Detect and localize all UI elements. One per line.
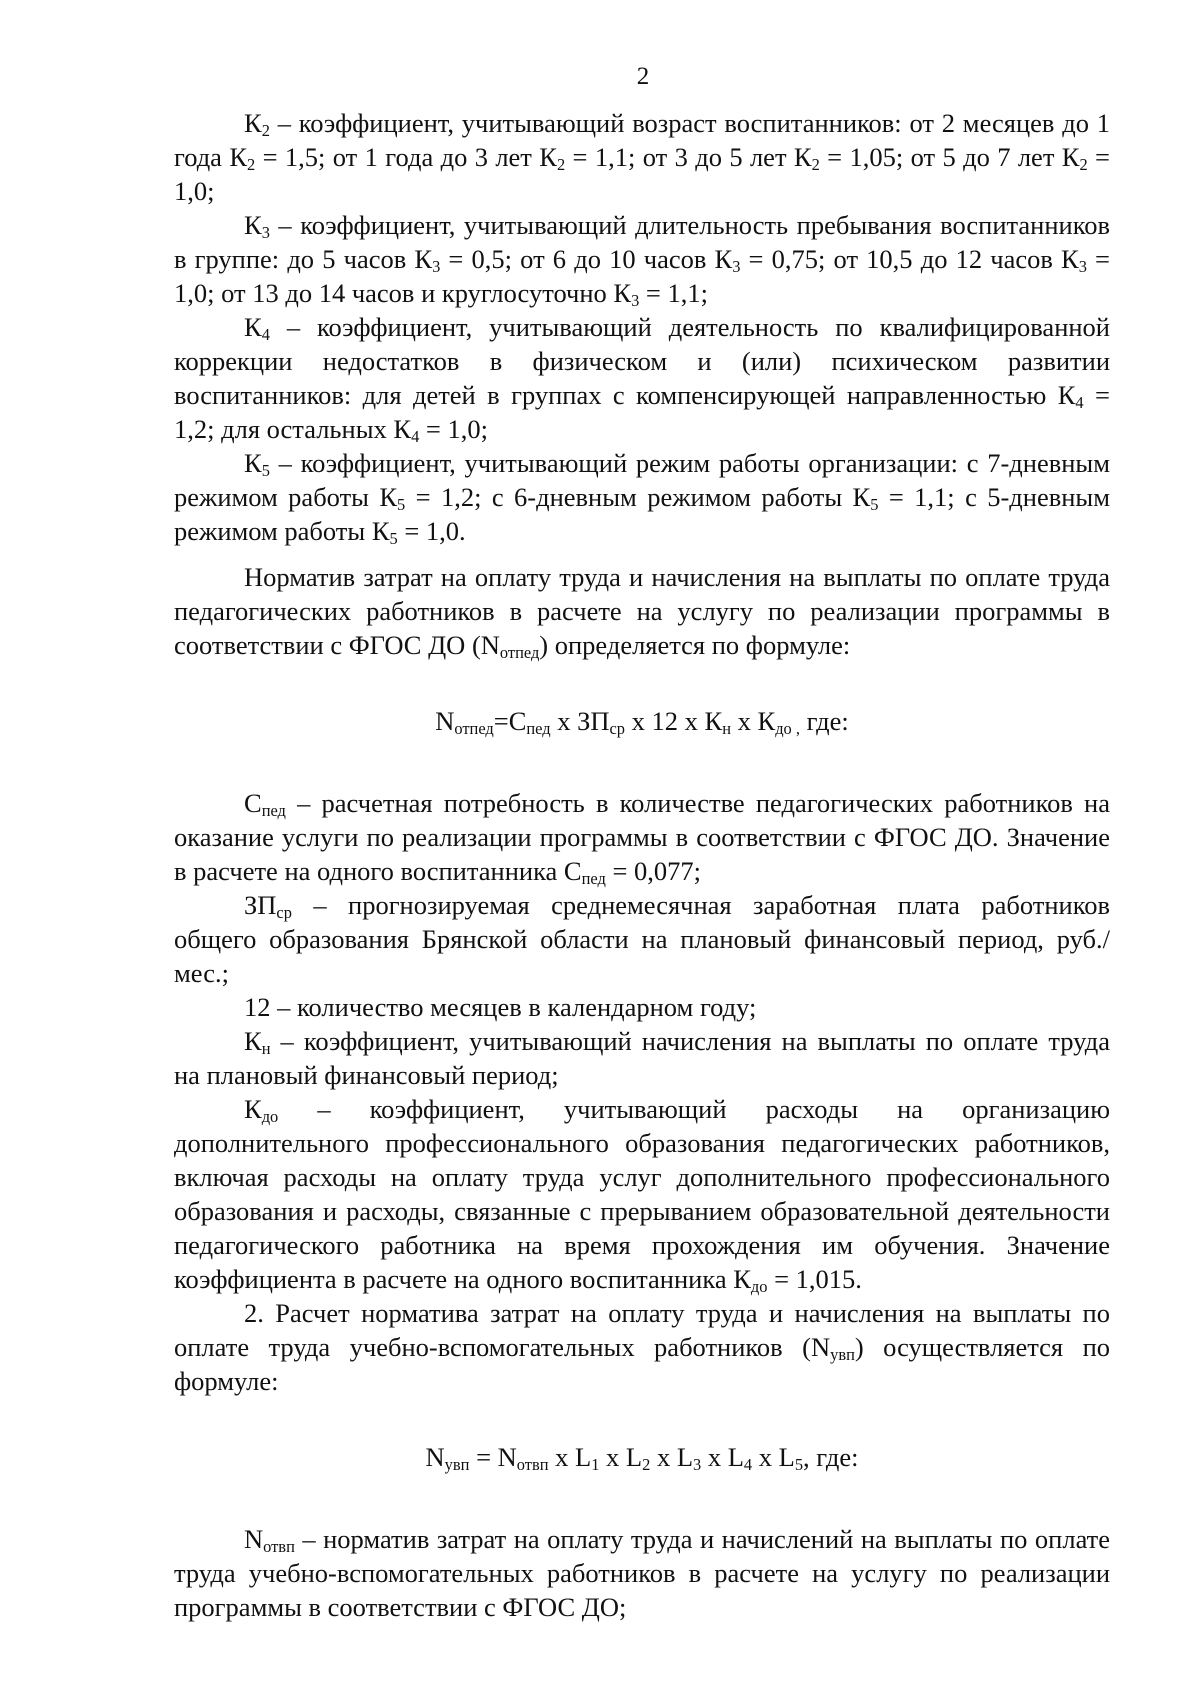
formula-pedagogical-norm: $N_{отпед}=С_{пед}$ х $ЗП_{ср}$ х 12 х $К_н$ х $К_{до ,}$ где: [435,706,849,739]
page-number: 2 [636,63,650,90]
paragraph-months-definition: 12 – количество месяцев в календарном году; [244,992,757,1022]
paragraph-zp-definition: $ЗП_{ср}$ – прогнозируемая среднемесячная заработная плата работников общего образования Брянской области на плановый финансовый период, руб./мес.; [174,890,1110,988]
paragraph-n-otvp-definition: $N_{отвп}$ – норматив затрат на оплату труда и начислений на выплаты по оплате труда учебно-вспомогательных работников в расчете на услугу по реализации программы в соответствии с ФГОС ДО; [174,1524,1110,1622]
paragraph-norm-pedagogical: Норматив затрат на оплату труда и начисления на выплаты по оплате труда педагогических работников в расчете на услугу по реализации программы в соответствии с ФГОС ДО $(N_{отпед})$ определяется по формуле: [174,562,1110,663]
formula-support-staff-norm: $N_{увп} = N_{отвп}$ х $L_1$ х $L_2$ х $L_3$ х $L_4$ х $L_5$, где: [425,1442,859,1475]
paragraph-k4-coefficient: $К_4$ – коэффициент, учитывающий деятельность по квалифицированной коррекции недостатков в физическом и (или) психическом развитии воспитанников: для детей в группах с компенсирующей направленностью $К_4 = 1,2$; для остальных $К_4 = 1,0$; [174,312,1111,447]
paragraph-k2-coefficient: $К_2$ – коэффициент, учитывающий возраст воспитанников: от 2 месяцев до 1 года $К_2 = 1,5$; от 1 года до 3 лет $К_2 = 1,1$; от 3 до 5 лет $К_2 = 1,05$; от 5 до 7 лет $К_2 = 1,0$; [174,108,1110,206]
paragraph-c-ped-definition: $С_{пед}$ – расчетная потребность в количестве педагогических работников на оказание услуги по реализации программы в соответствии с ФГОС ДО. Значение в расчете на одного воспитанника $С_{пед} = 0,077$; [174,788,1110,889]
document-body [174,106,1110,1624]
paragraph-k3-coefficient: $К_3$ – коэффициент, учитывающий длительность пребывания воспитанников в группе: до 5 часов $К_3 = 0,5$; от 6 до 10 часов $К_3 = 0,75$; от 10,5 до 12 часов $К_3 = 1,0$; от 13 до 14 часов и круглосуточно $К_3 = 1,1$; [174,210,1111,311]
paragraph-kdo-definition: $К_{до}$ – коэффициент, учитывающий расходы на организацию дополнительного профессионального образования педагогических работников, включая расходы на оплату труда услуг дополнительного профессионального образования и расходы, связанные с прерыванием образовательной деятельности педагогического работника на время прохождения им обучения. Значение коэффициента в расчете на одного воспитанника $К_{до} = 1,015$. [174,1094,1110,1297]
paragraph-k5-coefficient: $К_5$ – коэффициент, учитывающий режим работы организации: с 7-дневным режимом работы $К_5 = 1,2$; с 6-дневным режимом работы $К_5 = 1,1$; с 5-дневным режимом работы $К_5 = 1,0$. [174,448,1110,549]
paragraph-kn-definition: $К_н$ – коэффициент, учитывающий начисления на выплаты по оплате труда на плановый финансовый период; [174,1026,1110,1090]
paragraph-section-2: 2. Расчет норматива затрат на оплату труда и начисления на выплаты по оплате труда учебно-вспомогательных работников $(N_{увп})$ осуществляется по формуле: [174,1298,1110,1396]
